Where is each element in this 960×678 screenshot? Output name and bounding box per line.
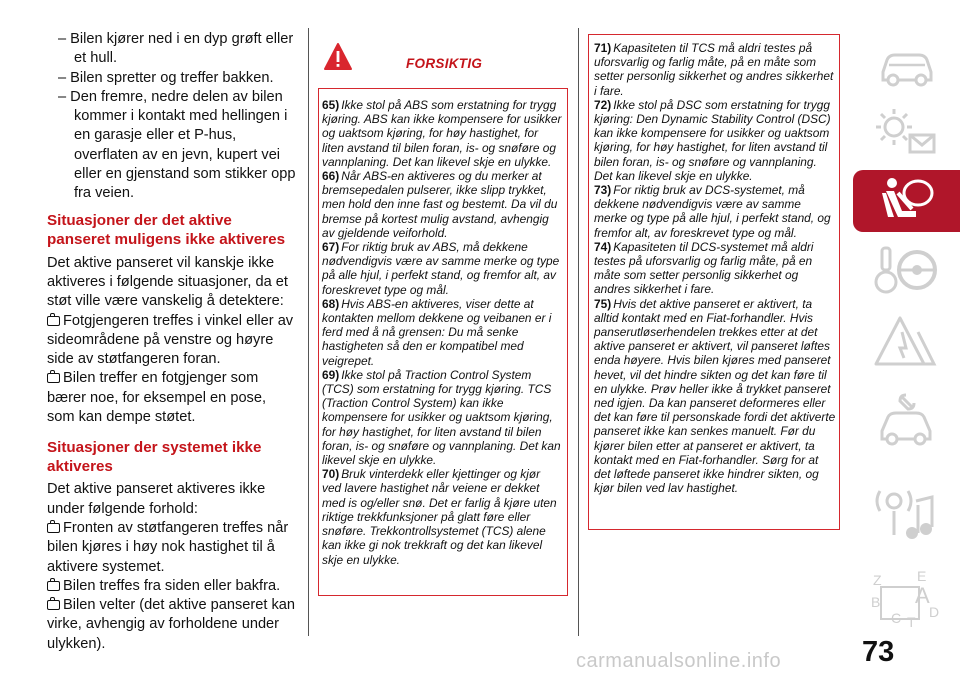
bullet-text: Bilen velter (det aktive panseret kan virke, avhengig av forholdene under ulykken). <box>47 597 296 652</box>
warning-header <box>318 34 568 84</box>
warning-list <box>594 41 836 496</box>
note-text: Bruk vinterdekk eller kjettinger og kjør ved lavere hastighet når veiene er dekket med is og/eller snø. Det er farlig å kjøre uten riktige trekkfunksjoner på glatt føre eller snøføre. Trekkontrollsystemet (TCS) alene kan ikke gi nok trekkraft og det kan likevel skje en ulykke. <box>322 467 557 567</box>
dash-item: – Bilen spretter og treffer bakken. <box>58 69 274 86</box>
warning-lights-icon <box>872 105 942 160</box>
index-letters-icon <box>867 565 947 629</box>
warning-list <box>322 98 562 567</box>
watermark: carmanualsonline.info <box>576 650 782 672</box>
sidebar-tab-car[interactable] <box>853 36 960 94</box>
warning-item <box>594 183 836 240</box>
warning-icon <box>323 42 353 72</box>
sidebar-tab-starting[interactable] <box>853 238 960 302</box>
note-number: 65) <box>322 98 340 112</box>
page-number: 73 <box>862 636 895 668</box>
column-divider <box>308 28 309 636</box>
note-number: 74) <box>594 239 612 254</box>
section-heading: Situasjoner der det aktive panseret muligens ikke aktiveres <box>47 211 286 248</box>
note-text: Kapasiteten til DCS-systemet må aldri testes på uforsvarlig og farlig måte, på en måte som setter personlig sikkerhet og andres sikkerhet i fare. <box>594 239 814 297</box>
note-number: 75) <box>594 296 612 311</box>
note-number: 73) <box>594 183 612 198</box>
sidebar-tab-index[interactable] <box>853 562 960 632</box>
index-letter: Z <box>872 572 882 588</box>
warning-box-continued <box>588 34 840 530</box>
index-letter: D <box>928 604 939 620</box>
sidebar-tab-multimedia[interactable] <box>853 474 960 556</box>
dash-list <box>47 30 297 204</box>
bullet-item <box>47 519 297 577</box>
warning-rule <box>318 88 568 89</box>
sidebar-tab-warning-lights[interactable] <box>853 101 960 163</box>
bullet-text: Bilen treffes fra siden eller bakfra. <box>63 577 281 594</box>
warning-item <box>594 240 836 297</box>
key-steering-icon <box>872 242 942 298</box>
warning-item <box>322 297 562 368</box>
note-number: 72) <box>594 97 612 112</box>
warning-title: FORSIKTIG <box>406 56 483 71</box>
warning-item <box>322 169 562 240</box>
note-text: For riktig bruk av DCS-systemet, må dekkene nødvendigvis være av samme merke og type på alle hjul, i perfekt stand, og fremfor alt, av foreskrevet type og mål. <box>594 183 831 240</box>
column-divider <box>578 28 579 636</box>
note-number: 69) <box>322 367 340 382</box>
index-letter: T <box>906 614 916 629</box>
note-number: 68) <box>322 296 340 311</box>
note-text: Hvis ABS-en aktiveres, viser dette at kontakten mellom dekkene og veibanen er i ferd med å nå grensen: Du må senke hastigheten så den er kompatibel med veigrepet. <box>322 296 552 368</box>
sidebar-tab-emergency[interactable] <box>853 308 960 378</box>
index-letter: E <box>916 568 926 584</box>
warning-box <box>318 88 568 596</box>
index-letter: A <box>914 583 930 608</box>
paragraph: Det aktive panseret vil kanskje ikke aktiveres i følgende situasjoner, da et støt ville være vanskelig å detektere: <box>47 254 288 310</box>
note-text: Ikke stol på DSC som erstatning for trygg kjøring: Den Dynamic Stability Control (DSC) kan ikke kompensere for usikker og uaktsom kjøring, for høy hastighet, for liten avstand til bilen foran, is- og snøføre og vannplaning. Det kan likevel skje en ulykke. <box>594 97 831 183</box>
warning-item <box>322 240 562 297</box>
note-text: Hvis det aktive panseret er aktivert, ta alltid kontakt med en Fiat-forhandler. Hvis panserutløserhendelen trekkes etter at det aktive panseret er aktivert, vil panseret løftes enda høyere. Hvis bilen kjøres med panseret hevet, vil det hindre sikten og det kan føre til en ulykke. Prøv heller ikke å trykket panseret ned igjen. Da kan panseret deformeres eller det kan føre til personskade fordi det aktiverte panseret ikke kan senkes manuelt. Før du kjører bilen etter at panseret er aktivert, ta kontakt med en Fiat-forhandler. Sørg for at det løftede panseret ikke hindrer sikten, og kjør bilen ved lav hastighet. <box>594 296 836 496</box>
bullet-item <box>47 312 297 370</box>
multimedia-icon <box>872 477 942 553</box>
note-text: Når ABS-en aktiveres og du merker at bremsepedalen pulserer, ikke slipp trykket, men hold den inne fast og bestemt. Da vil du bremse på kortest mulig avstand, avhengig av gjeldende veiforhold. <box>322 169 558 240</box>
bullet-item <box>47 577 297 596</box>
note-text: Ikke stol på ABS som erstatning for trygg kjøring. ABS kan ikke kompensere for usikker og uaktsom kjøring, for høy hastighet, for liten avstand til bilen foran, is- og snøføre og vannplaning. Det kan likevel skje en ulykke. <box>322 98 562 169</box>
bag-bullet-icon <box>47 373 60 383</box>
bag-bullet-icon <box>47 523 60 533</box>
paragraph: Det aktive panseret aktiveres ikke under følgende forhold: <box>47 481 266 517</box>
bullet-item <box>47 596 297 654</box>
note-number: 71) <box>594 41 612 55</box>
bag-bullet-icon <box>47 316 60 326</box>
sidebar-tab-maintenance[interactable] <box>853 388 960 458</box>
note-number: 67) <box>322 240 340 255</box>
warning-item <box>594 297 836 496</box>
index-letter: C <box>890 610 901 626</box>
left-column <box>47 30 297 654</box>
note-text: For riktig bruk av ABS, må dekkene nødvendigvis være av samme merke og type på alle hjul, i perfekt stand, og fremfor alt, av foreskrevet type og mål. <box>322 240 560 297</box>
section-heading: Situasjoner der systemet ikke aktiveres <box>47 439 262 476</box>
bullet-text: Bilen treffer en fotgjenger som bærer noe, for eksempel en pose, som kan dempe støtet. <box>47 370 267 426</box>
wrench-car-icon <box>872 391 942 455</box>
warning-item <box>594 98 836 183</box>
warning-item <box>594 41 836 98</box>
note-text: Ikke stol på Traction Control System (TCS) som erstatning for trygg kjøring. TCS (Traction Control System) kan ikke kompensere for usikker og uaktsom kjøring, for høy hastighet, for liten avstand til bilen foran, is- og snøføre og vannplaning. Det kan likevel skje en ulykke. <box>322 367 561 468</box>
bag-bullet-icon <box>47 581 60 591</box>
sidebar-tab-safety[interactable] <box>853 170 960 232</box>
bag-bullet-icon <box>47 600 60 610</box>
bullet-text: Fotgjengeren treffes i vinkel eller av sideområdene på venstre og høyre side av støtfangeren foran. <box>47 312 294 368</box>
bullet-item <box>47 369 297 427</box>
index-letter: B <box>870 594 880 610</box>
warning-item <box>322 467 562 566</box>
airbag-seat-icon <box>872 173 942 229</box>
dash-item: – Bilen kjører ned i en dyp grøft eller et hull. <box>58 31 294 67</box>
note-number: 66) <box>322 169 340 184</box>
note-number: 70) <box>322 467 340 482</box>
note-text: Kapasiteten til TCS må aldri testes på uforsvarlig og farlig måte, på en måte som setter personlig sikkerhet og andres sikkerhet i fare. <box>594 41 834 98</box>
warning-triangle-icon <box>872 312 942 374</box>
bullet-text: Fronten av støtfangeren treffes når bilen kjøres i høy nok hastighet til å aktivere systemet. <box>47 519 289 575</box>
warning-item <box>322 98 562 169</box>
car-icon <box>877 40 937 90</box>
dash-item: – Den fremre, nedre delen av bilen kommer i kontakt med hellingen i en garasje eller et P-hus, overflaten av en jevn, kupert vei eller en gjenstand som stikker opp fra veien. <box>58 88 296 202</box>
warning-item <box>322 368 562 467</box>
